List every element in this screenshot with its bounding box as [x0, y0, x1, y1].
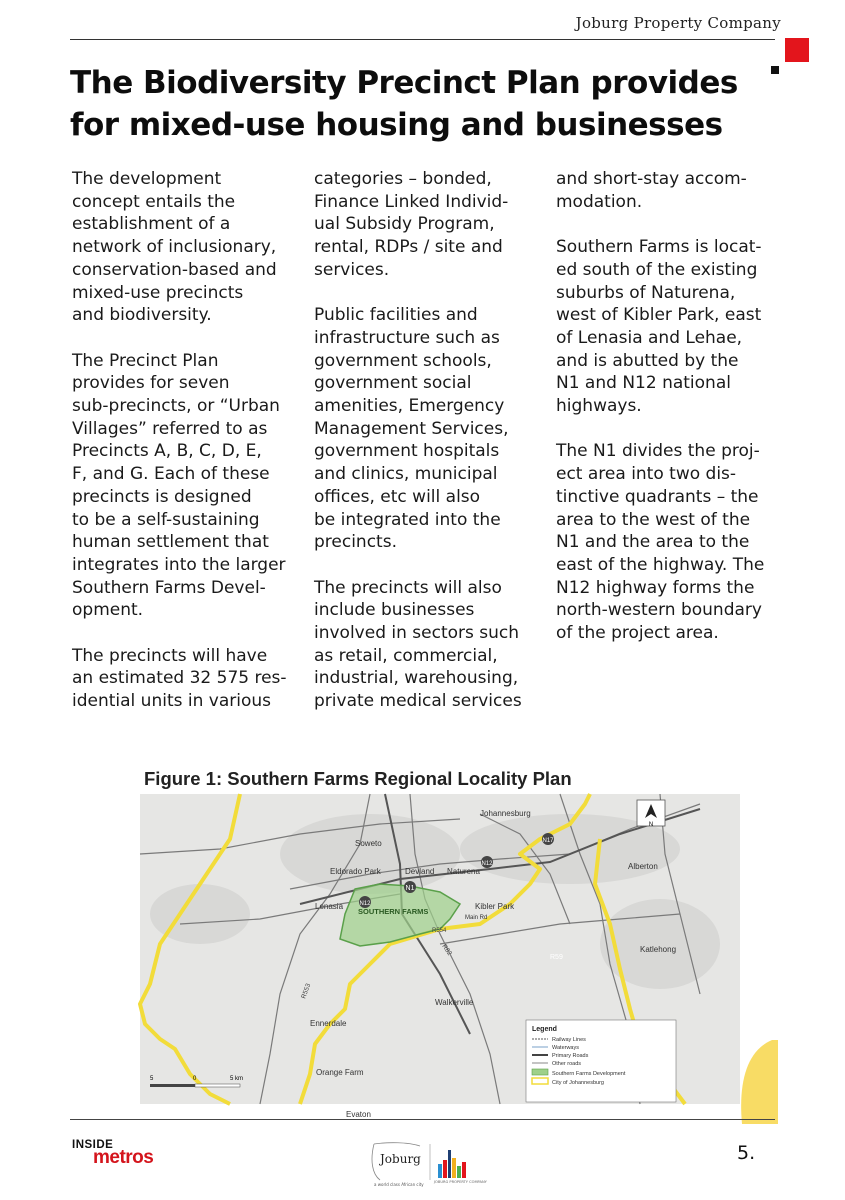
joburg-wordmark: Joburg [380, 1152, 421, 1166]
text-line: include businesses [314, 600, 475, 621]
label-southern-farms: SOUTHERN FARMS [358, 907, 429, 916]
text-line: ual Subsidy Program, [314, 214, 495, 235]
text-line: idential units in various [72, 691, 272, 712]
road-n1: N1 [405, 885, 415, 892]
column-1 [72, 168, 287, 736]
paragraph [314, 577, 522, 713]
text-line: The development [72, 169, 222, 189]
text-line: Public facilities and [314, 305, 478, 326]
label-soweto: Soweto [355, 839, 382, 848]
text-line: establishment of a [72, 214, 231, 235]
text-line: ect area into two dis- [556, 464, 737, 485]
label-orange-farm: Orange Farm [316, 1068, 364, 1077]
text-line: modation. [556, 191, 643, 212]
text-line: and clinics, municipal [314, 464, 498, 485]
text-line: Villages” referred to as [72, 418, 268, 439]
paragraph [556, 168, 764, 213]
label-naturena: Naturena [447, 867, 480, 876]
locality-figure [140, 768, 740, 1119]
text-line: Southern Farms Devel- [72, 577, 266, 598]
north-arrow-icon [637, 800, 665, 828]
header-divider [70, 39, 775, 40]
road-r554: R554 [432, 928, 447, 934]
legend-item: Other roads [552, 1061, 582, 1067]
text-line: precincts is designed [72, 486, 252, 507]
text-line: sub-precincts, or “Urban [72, 396, 280, 417]
north-label: N [648, 822, 654, 828]
text-line: and biodiversity. [72, 305, 212, 326]
text-line: N1 and the area to the [556, 532, 750, 553]
text-line: rental, RDPs / site and [314, 237, 503, 258]
text-line: government hospitals [314, 441, 500, 462]
text-line: as retail, commercial, [314, 645, 498, 666]
road-n12-west: N12 [359, 901, 371, 907]
text-line: industrial, warehousing, [314, 668, 519, 689]
figure-title: Figure 1: Southern Farms Regional Locality Plan [144, 768, 572, 789]
scale-label-right: 5 km [230, 1076, 244, 1082]
legend-item: Waterways [552, 1045, 579, 1051]
text-line: north-western boundary [556, 600, 762, 621]
text-line: network of inclusionary, [72, 237, 277, 258]
text-line: precincts. [314, 532, 397, 553]
text-line: services. [314, 259, 390, 280]
footer-divider [70, 1119, 775, 1120]
joburg-tagline: a world class African city [374, 1182, 424, 1187]
text-line: Finance Linked Individ- [314, 191, 509, 212]
text-line: highways. [556, 396, 642, 417]
text-line: human settlement that [72, 532, 269, 553]
title-line-1: The Biodiversity Precinct Plan provides [70, 65, 738, 101]
label-alberton: Alberton [628, 862, 658, 871]
text-line: F, and G. Each of these [72, 464, 270, 485]
paragraph [72, 350, 287, 622]
road-r82: R82 [440, 943, 453, 957]
column-3 [556, 168, 764, 667]
corner-red-square [785, 38, 809, 62]
road-r553: R553 [300, 982, 313, 1000]
title-line-2: for mixed-use housing and businesses [70, 107, 723, 143]
label-kibler-park: Kibler Park [475, 902, 515, 911]
text-line: to be a self-sustaining [72, 509, 260, 530]
text-line: suburbs of Naturena, [556, 282, 736, 303]
text-line: conservation-based and [72, 259, 277, 280]
label-eldorado-park: Eldorado Park [330, 867, 381, 876]
text-line: ed south of the existing [556, 259, 758, 280]
text-line: mixed-use precincts [72, 282, 244, 303]
paragraph [556, 236, 764, 418]
header-company-name: Joburg Property Company [575, 14, 781, 32]
text-line: Management Services, [314, 418, 509, 439]
label-main-rd: Main Rd [465, 915, 488, 921]
legend-item: Southern Farms Development [552, 1071, 626, 1077]
label-walkerville: Walkerville [435, 998, 474, 1007]
text-line: infrastructure such as [314, 327, 500, 348]
map-svg [140, 794, 740, 1119]
text-line: N1 and N12 national [556, 373, 731, 394]
page-title [70, 62, 770, 146]
paragraph [72, 645, 287, 713]
text-line: east of the highway. The [556, 554, 765, 575]
page-number: 5. [737, 1142, 756, 1164]
text-line: of the project area. [556, 623, 719, 644]
legend-title: Legend [532, 1026, 557, 1033]
text-line: opment. [72, 600, 144, 621]
text-line: of Lenasia and Lehae, [556, 327, 743, 348]
legend-farms-swatch [532, 1069, 548, 1075]
road-n17: N17 [542, 838, 554, 844]
paragraph [314, 304, 522, 554]
scale-label-left: 5 [150, 1076, 154, 1082]
corner-black-square [771, 66, 779, 74]
text-line: tinctive quadrants – the [556, 486, 759, 507]
text-line: categories – bonded, [314, 169, 492, 189]
text-line: government schools, [314, 350, 492, 371]
text-line: and is abutted by the [556, 350, 739, 371]
text-line: The precincts will also [314, 577, 502, 598]
text-line: Southern Farms is locat- [556, 237, 762, 258]
scale-label-zero: 0 [193, 1076, 197, 1082]
label-ennerdale: Ennerdale [310, 1019, 347, 1028]
text-line: The N1 divides the proj- [556, 441, 760, 462]
text-line: The Precinct Plan [72, 350, 219, 371]
road-r59: R59 [550, 954, 563, 961]
text-line: government social [314, 373, 472, 394]
joburg-logos [368, 1140, 518, 1190]
legend-item: Railway Lines [552, 1037, 586, 1043]
text-line: area to the west of the [556, 509, 751, 530]
text-line: N12 highway forms the [556, 577, 755, 598]
text-line: concept entails the [72, 191, 236, 212]
label-evaton: Evaton [346, 1110, 371, 1119]
text-line: involved in sectors such [314, 623, 520, 644]
paragraph [314, 168, 522, 282]
locality-map [140, 794, 740, 1119]
legend-city-swatch [532, 1078, 548, 1084]
column-2 [314, 168, 522, 736]
text-line: provides for seven [72, 373, 230, 394]
decorative-yellow-curve [738, 1040, 778, 1124]
text-line: amenities, Emergency [314, 396, 505, 417]
jpc-small-wordmark: JOBURG PROPERTY COMPANY [434, 1180, 487, 1184]
text-line: integrates into the larger [72, 554, 286, 575]
map-legend [526, 1020, 676, 1102]
text-line: west of Kibler Park, east [556, 305, 762, 326]
legend-item: City of Johannesburg [552, 1080, 604, 1086]
text-line: private medical services [314, 691, 522, 712]
inside-metros-logo-inside: INSIDE [72, 1139, 114, 1151]
label-katlehong: Katlehong [640, 945, 677, 954]
text-line: be integrated into the [314, 509, 501, 530]
paragraph [72, 168, 287, 327]
text-line: offices, etc will also [314, 486, 481, 507]
text-line: an estimated 32 575 res- [72, 668, 287, 689]
paragraph [556, 440, 764, 644]
text-line: Precincts A, B, C, D, E, [72, 441, 262, 462]
legend-item: Primary Roads [552, 1053, 589, 1059]
text-line: The precincts will have [72, 645, 268, 666]
label-johannesburg: Johannesburg [480, 809, 531, 818]
label-lenasia: Lenasia [315, 902, 344, 911]
label-devland: Devland [405, 867, 435, 876]
text-line: and short-stay accom- [556, 169, 747, 189]
road-n12-east: N12 [481, 861, 493, 867]
inside-metros-logo-metros: metros [93, 1147, 154, 1168]
